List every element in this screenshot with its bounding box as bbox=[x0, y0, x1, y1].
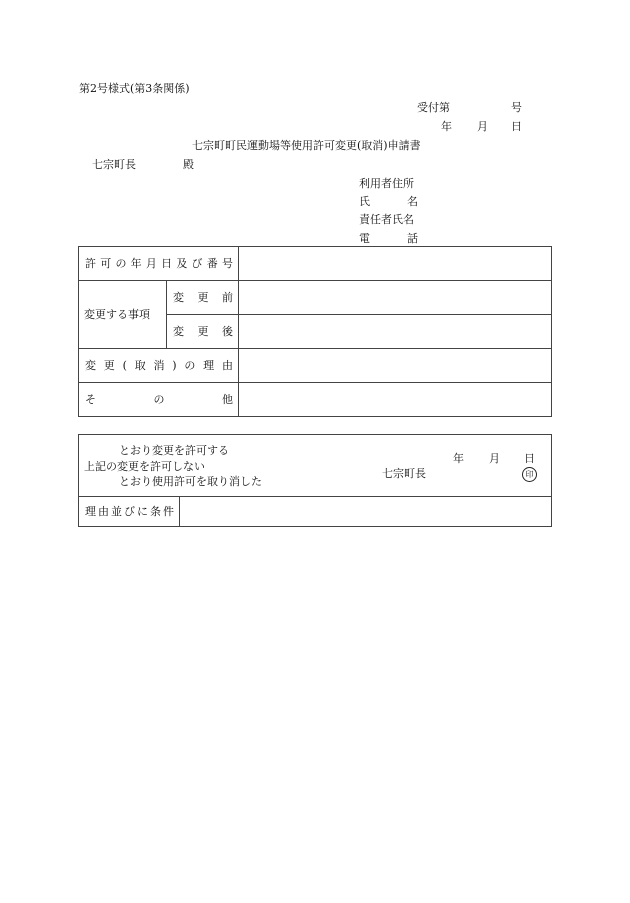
after-change-header bbox=[167, 315, 239, 349]
receipt-number-label: 受付第 bbox=[417, 101, 450, 114]
decision-table bbox=[78, 434, 552, 527]
seal-mark: 印 bbox=[522, 467, 537, 482]
document-title: 七宗町町民運動場等使用許可変更(取消)申請書 bbox=[192, 139, 421, 152]
addressee-name: 七宗町長 bbox=[92, 158, 136, 171]
before-change-header bbox=[167, 281, 239, 315]
other-label: そ の 他 bbox=[85, 393, 233, 406]
responsible-person-label: 責任者氏名 bbox=[359, 213, 414, 226]
addressee-honorific: 殿 bbox=[183, 158, 194, 171]
applicant-address-label: 利用者住所 bbox=[359, 177, 414, 190]
applicant-name-label-1: 氏 bbox=[359, 195, 370, 208]
date-month-label: 月 bbox=[477, 120, 488, 133]
phone-label-2: 話 bbox=[407, 232, 418, 245]
applicant-name-label-2: 名 bbox=[407, 195, 418, 208]
reason-conditions-field[interactable] bbox=[180, 497, 552, 527]
after-change-label: 変 更 後 bbox=[173, 325, 233, 338]
decision-cell bbox=[79, 435, 552, 497]
after-change-field[interactable] bbox=[239, 315, 552, 349]
reason-label: 変 更 ( 取 消 ) の 理 由 bbox=[85, 359, 233, 372]
decision-date-month: 月 bbox=[489, 452, 500, 465]
permit-date-number-header bbox=[79, 247, 239, 281]
permit-date-number-field[interactable] bbox=[239, 247, 552, 281]
before-change-field[interactable] bbox=[239, 281, 552, 315]
reason-header bbox=[79, 349, 239, 383]
reason-conditions-header bbox=[79, 497, 180, 527]
receipt-number-suffix: 号 bbox=[511, 101, 522, 114]
decision-line-approve-change: とおり変更を許可する bbox=[119, 444, 229, 457]
change-item-label: 変更する事項 bbox=[79, 281, 167, 349]
decision-line-revoke: とおり使用許可を取り消した bbox=[119, 475, 262, 488]
reason-field[interactable] bbox=[239, 349, 552, 383]
other-field[interactable] bbox=[239, 383, 552, 417]
date-year-label: 年 bbox=[441, 120, 452, 133]
other-header bbox=[79, 383, 239, 417]
date-day-label: 日 bbox=[511, 120, 522, 133]
permit-date-number-label: 許 可 の 年 月 日 及 び 番 号 bbox=[85, 257, 233, 270]
decision-date-day: 日 bbox=[524, 452, 535, 465]
form-number-label: 第2号様式(第3条関係) bbox=[79, 82, 190, 95]
application-table bbox=[78, 246, 552, 417]
reason-conditions-label: 理 由 並 び に 条 件 bbox=[85, 505, 174, 518]
decision-date-year: 年 bbox=[453, 452, 464, 465]
phone-label-1: 電 bbox=[359, 232, 370, 245]
decision-line-deny-change: 上記の変更を許可しない bbox=[84, 460, 205, 473]
mayor-name: 七宗町長 bbox=[382, 467, 426, 480]
before-change-label: 変 更 前 bbox=[173, 291, 233, 304]
